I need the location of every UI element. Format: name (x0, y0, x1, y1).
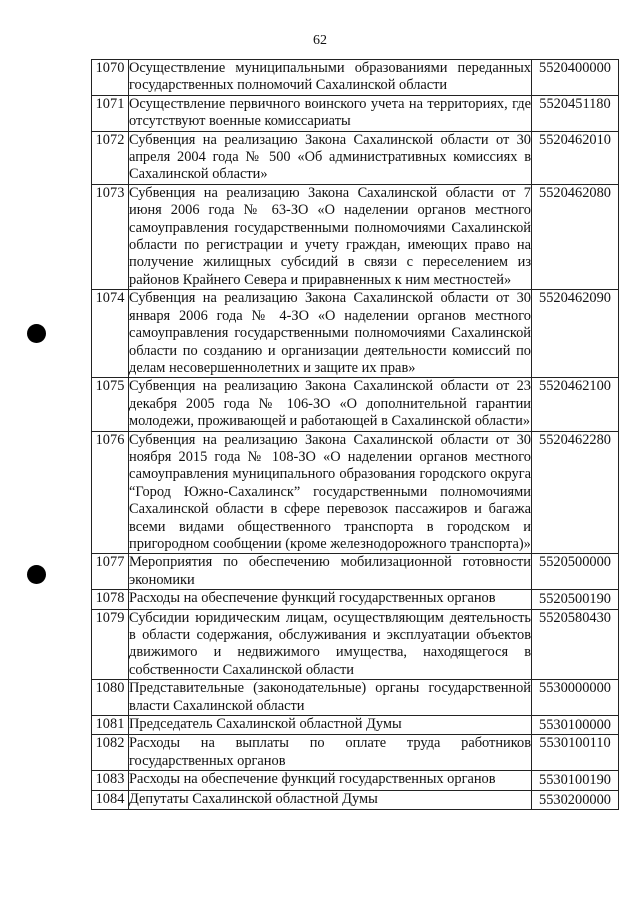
row-description: Субвенция на реализацию Закона Сахалинской области от 30 января 2006 года № 4-ЗО «О наделении органов местного самоуправления государственными полномочиями Сахалинской области по созданию и организации деятельности комиссий по делам несовершеннолетних и защите их прав» (129, 290, 531, 376)
table-row (92, 609, 619, 680)
page-number: 62 (313, 33, 327, 48)
budget-classification-table (91, 59, 619, 810)
row-code: 5530100000 (532, 716, 619, 735)
row-description: Расходы на выплаты по оплате труда работников государственных органов (129, 735, 531, 769)
table-row (92, 60, 619, 96)
table-row (92, 554, 619, 590)
row-description: Субсидии юридическим лицам, осуществляющим деятельность в области содержания, обслуживания и эксплуатации объектов движимого и недвижимого имущества, находящегося в собственности Сахалинской области (129, 609, 531, 678)
row-number: 1078 (92, 590, 129, 609)
row-description: Субвенция на реализацию Закона Сахалинской области от 30 апреля 2004 года № 500 «Об административных комиссиях в Сахалинской области» (129, 131, 531, 183)
row-code: 5520400000 (532, 60, 619, 96)
row-number: 1070 (92, 60, 129, 96)
row-code: 5530200000 (532, 790, 619, 809)
row-number: 1073 (92, 184, 129, 289)
row-number: 1075 (92, 378, 129, 431)
row-code: 5520462080 (532, 184, 619, 289)
row-description: Субвенция на реализацию Закона Сахалинской области от 7 июня 2006 года № 63-ЗО «О наделении органов местного самоуправления государственными полномочиями Сахалинской области по регистрации и учету граждан, имеющих право на получение жилищных субсидий в связи с переселением из районов Крайнего Севера и приравненных к ним местностей» (129, 184, 531, 288)
table-row (92, 716, 619, 735)
row-code: 5520462280 (532, 431, 619, 554)
row-code: 5520462090 (532, 290, 619, 378)
row-number: 1079 (92, 609, 129, 680)
row-number: 1072 (92, 131, 129, 184)
punch-hole-mark (27, 324, 46, 343)
row-description: Депутаты Сахалинской областной Думы (129, 790, 532, 809)
row-number: 1082 (92, 735, 129, 771)
table-row (92, 735, 619, 771)
row-description: Расходы на обеспечение функций государственных органов (129, 590, 532, 609)
row-number: 1081 (92, 716, 129, 735)
row-code: 5530100190 (532, 771, 619, 790)
row-number: 1083 (92, 771, 129, 790)
row-code: 5530000000 (532, 680, 619, 716)
row-number: 1084 (92, 790, 129, 809)
table-row (92, 290, 619, 378)
punch-hole-mark (27, 565, 46, 584)
row-code: 5520580430 (532, 609, 619, 680)
row-code: 5520500000 (532, 554, 619, 590)
row-description: Осуществление первичного воинского учета на территориях, где отсутствуют военные комиссариаты (129, 95, 531, 130)
row-number: 1080 (92, 680, 129, 716)
row-description: Субвенция на реализацию Закона Сахалинской области от 23 декабря 2005 года № 106-ЗО «О дополнительной гарантии молодежи, проживающей и работающей в Сахалинской области» (129, 378, 531, 430)
table-row (92, 790, 619, 809)
table-row (92, 771, 619, 790)
row-number: 1074 (92, 290, 129, 378)
row-code: 5520451180 (532, 95, 619, 131)
table-row (92, 590, 619, 609)
table-row (92, 184, 619, 289)
row-description: Мероприятия по обеспечению мобилизационной готовности экономики (129, 554, 531, 588)
row-code: 5520500190 (532, 590, 619, 609)
row-description: Субвенция на реализацию Закона Сахалинской области от 30 ноября 2015 года № 108-ЗО «О наделении органов местного самоуправления муниципального образования городского округа “Город Южно-Сахалинск” государственными полномочиями Сахалинской области в сфере перевозок пассажиров и багажа всеми видами общественного транспорта в городском и пригородном сообщении (кроме железнодорожного транспорта)» (129, 431, 531, 552)
table-row (92, 131, 619, 184)
row-number: 1076 (92, 431, 129, 554)
row-number: 1077 (92, 554, 129, 590)
row-code: 5530100110 (532, 735, 619, 771)
table-row (92, 680, 619, 716)
row-code: 5520462010 (532, 131, 619, 184)
row-number: 1071 (92, 95, 129, 131)
row-description: Расходы на обеспечение функций государственных органов (129, 771, 532, 790)
row-description: Представительные (законодательные) органы государственной власти Сахалинской области (129, 680, 531, 714)
table-row (92, 431, 619, 554)
table-row (92, 95, 619, 131)
row-description: Председатель Сахалинской областной Думы (129, 716, 532, 735)
table-row (92, 378, 619, 431)
row-description: Осуществление муниципальными образованиями переданных государственных полномочий Сахалинской области (129, 60, 531, 94)
row-code: 5520462100 (532, 378, 619, 431)
